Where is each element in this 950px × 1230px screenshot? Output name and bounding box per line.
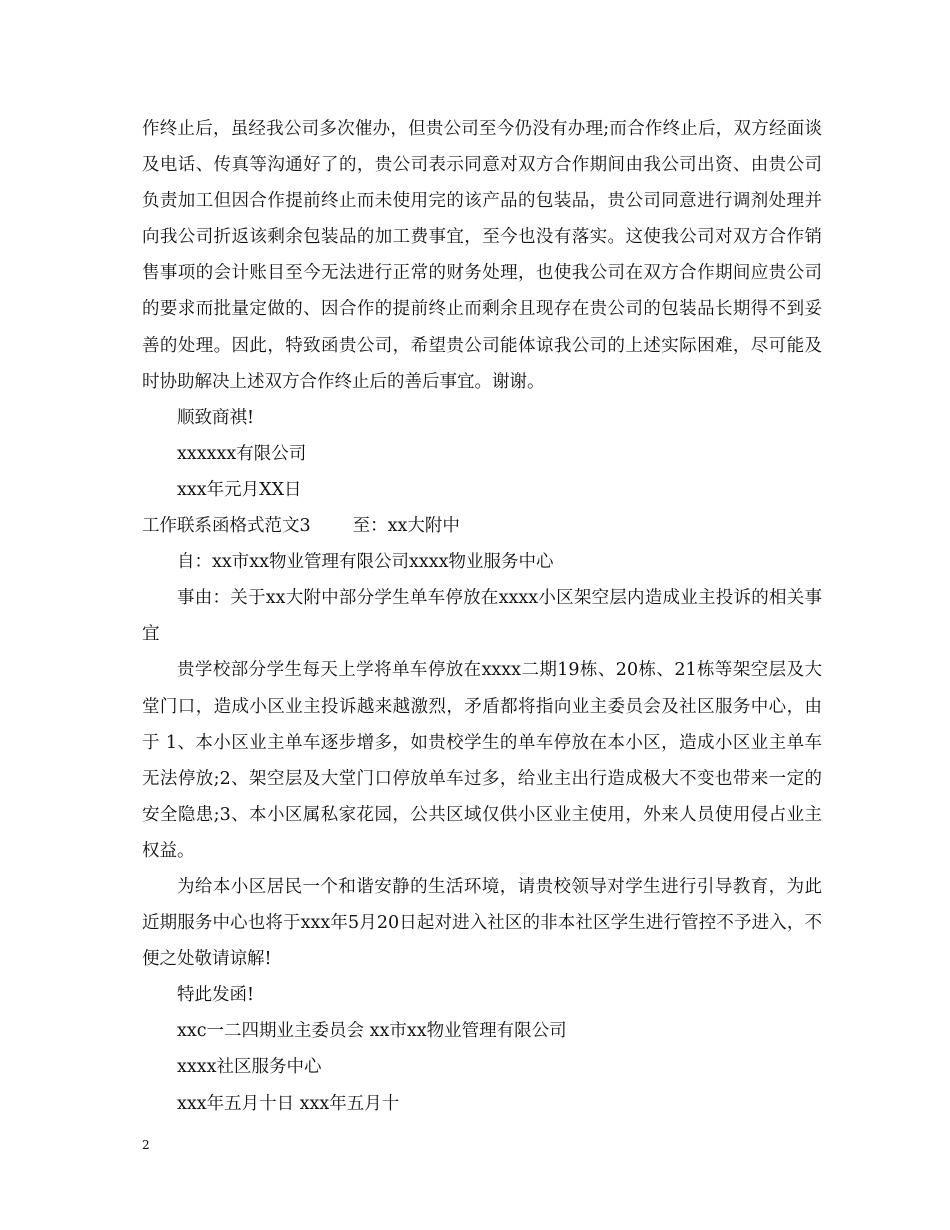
sample3-subject: 事由：关于xx大附中部分学生单车停放在xxxx小区架空层内造成业主投诉的相关事宜 bbox=[142, 588, 822, 645]
sample3-date: xxx年五月十日 xxx年五月十 bbox=[177, 1093, 400, 1114]
paragraph-continuation: 作终止后，虽经我公司多次催办，但贵公司至今仍没有办理;而合作终止后，双方经面谈及电话、传真等沟通好了的，贵公司表示同意对双方合作期间由我公司出资、由贵公司负责加工但因合作提前终止而未使用完的该产品的包装品，贵公司同意进行调剂处理并向我公司折返该剩余包装品的加工费事宜，至今也没有落实。这使我公司对双方合作销售事项的会计账目至今无法进行正常的财务处理，也使我公司在双方合作期间应贵公司的要求而批量定做的、因合作的提前终止而剩余且现存在贵公司的包装品长期得不到妥善的处理。因此，特致函贵公司，希望贵公司能体谅我公司的上述实际困难，尽可能及时协助解决上述双方合作终止后的善后事宜。谢谢。 bbox=[142, 119, 822, 392]
sample3-body-1: 贵学校部分学生每天上学将单车停放在xxxx二期19栋、20栋、21栋等架空层及大堂门口，造成小区业主投诉越来越激烈，矛盾都将指向业主委员会及社区服务中心，由于 1、本小区业主单车逐步增多，如贵校学生的单车停放在本小区，造成小区业主单车无法停放;2、架空层及大堂门口停放单车过多，给业主出行造成极大不变也带来一定的安全隐患;3、本小区属私家花园，公共区域仅供小区业主使用，外来人员使用侵占业主权益。 bbox=[142, 660, 822, 861]
sample3-heading-line bbox=[142, 508, 822, 544]
page-number: 2 bbox=[142, 1138, 150, 1152]
sample3-from: 自：xx市xx物业管理有限公司xxxx物业服务中心 bbox=[177, 552, 554, 573]
sample3-signature-2: xxxx社区服务中心 bbox=[177, 1057, 322, 1078]
sample3-signature-1: xxc一二四期业主委员会 xx市xx物业管理有限公司 bbox=[177, 1021, 567, 1042]
sample3-closing: 特此发函! bbox=[177, 985, 255, 1006]
sample3-body-2: 为给本小区居民一个和谐安静的生活环境，请贵校领导对学生进行引导教育，为此近期服务中心也将于xxx年5月20日起对进入社区的非本社区学生进行管控不予进入，不便之处敬请谅解! bbox=[142, 876, 822, 970]
sender-company: xxxxxx有限公司 bbox=[177, 443, 307, 464]
closing-greeting: 顺致商祺! bbox=[177, 407, 255, 428]
sample3-to: 至：xx大附中 bbox=[352, 516, 460, 537]
letter-date: xxx年元月XX日 bbox=[177, 479, 302, 500]
document-body bbox=[142, 111, 822, 1122]
sample3-heading: 工作联系函格式范文3 bbox=[142, 516, 311, 537]
